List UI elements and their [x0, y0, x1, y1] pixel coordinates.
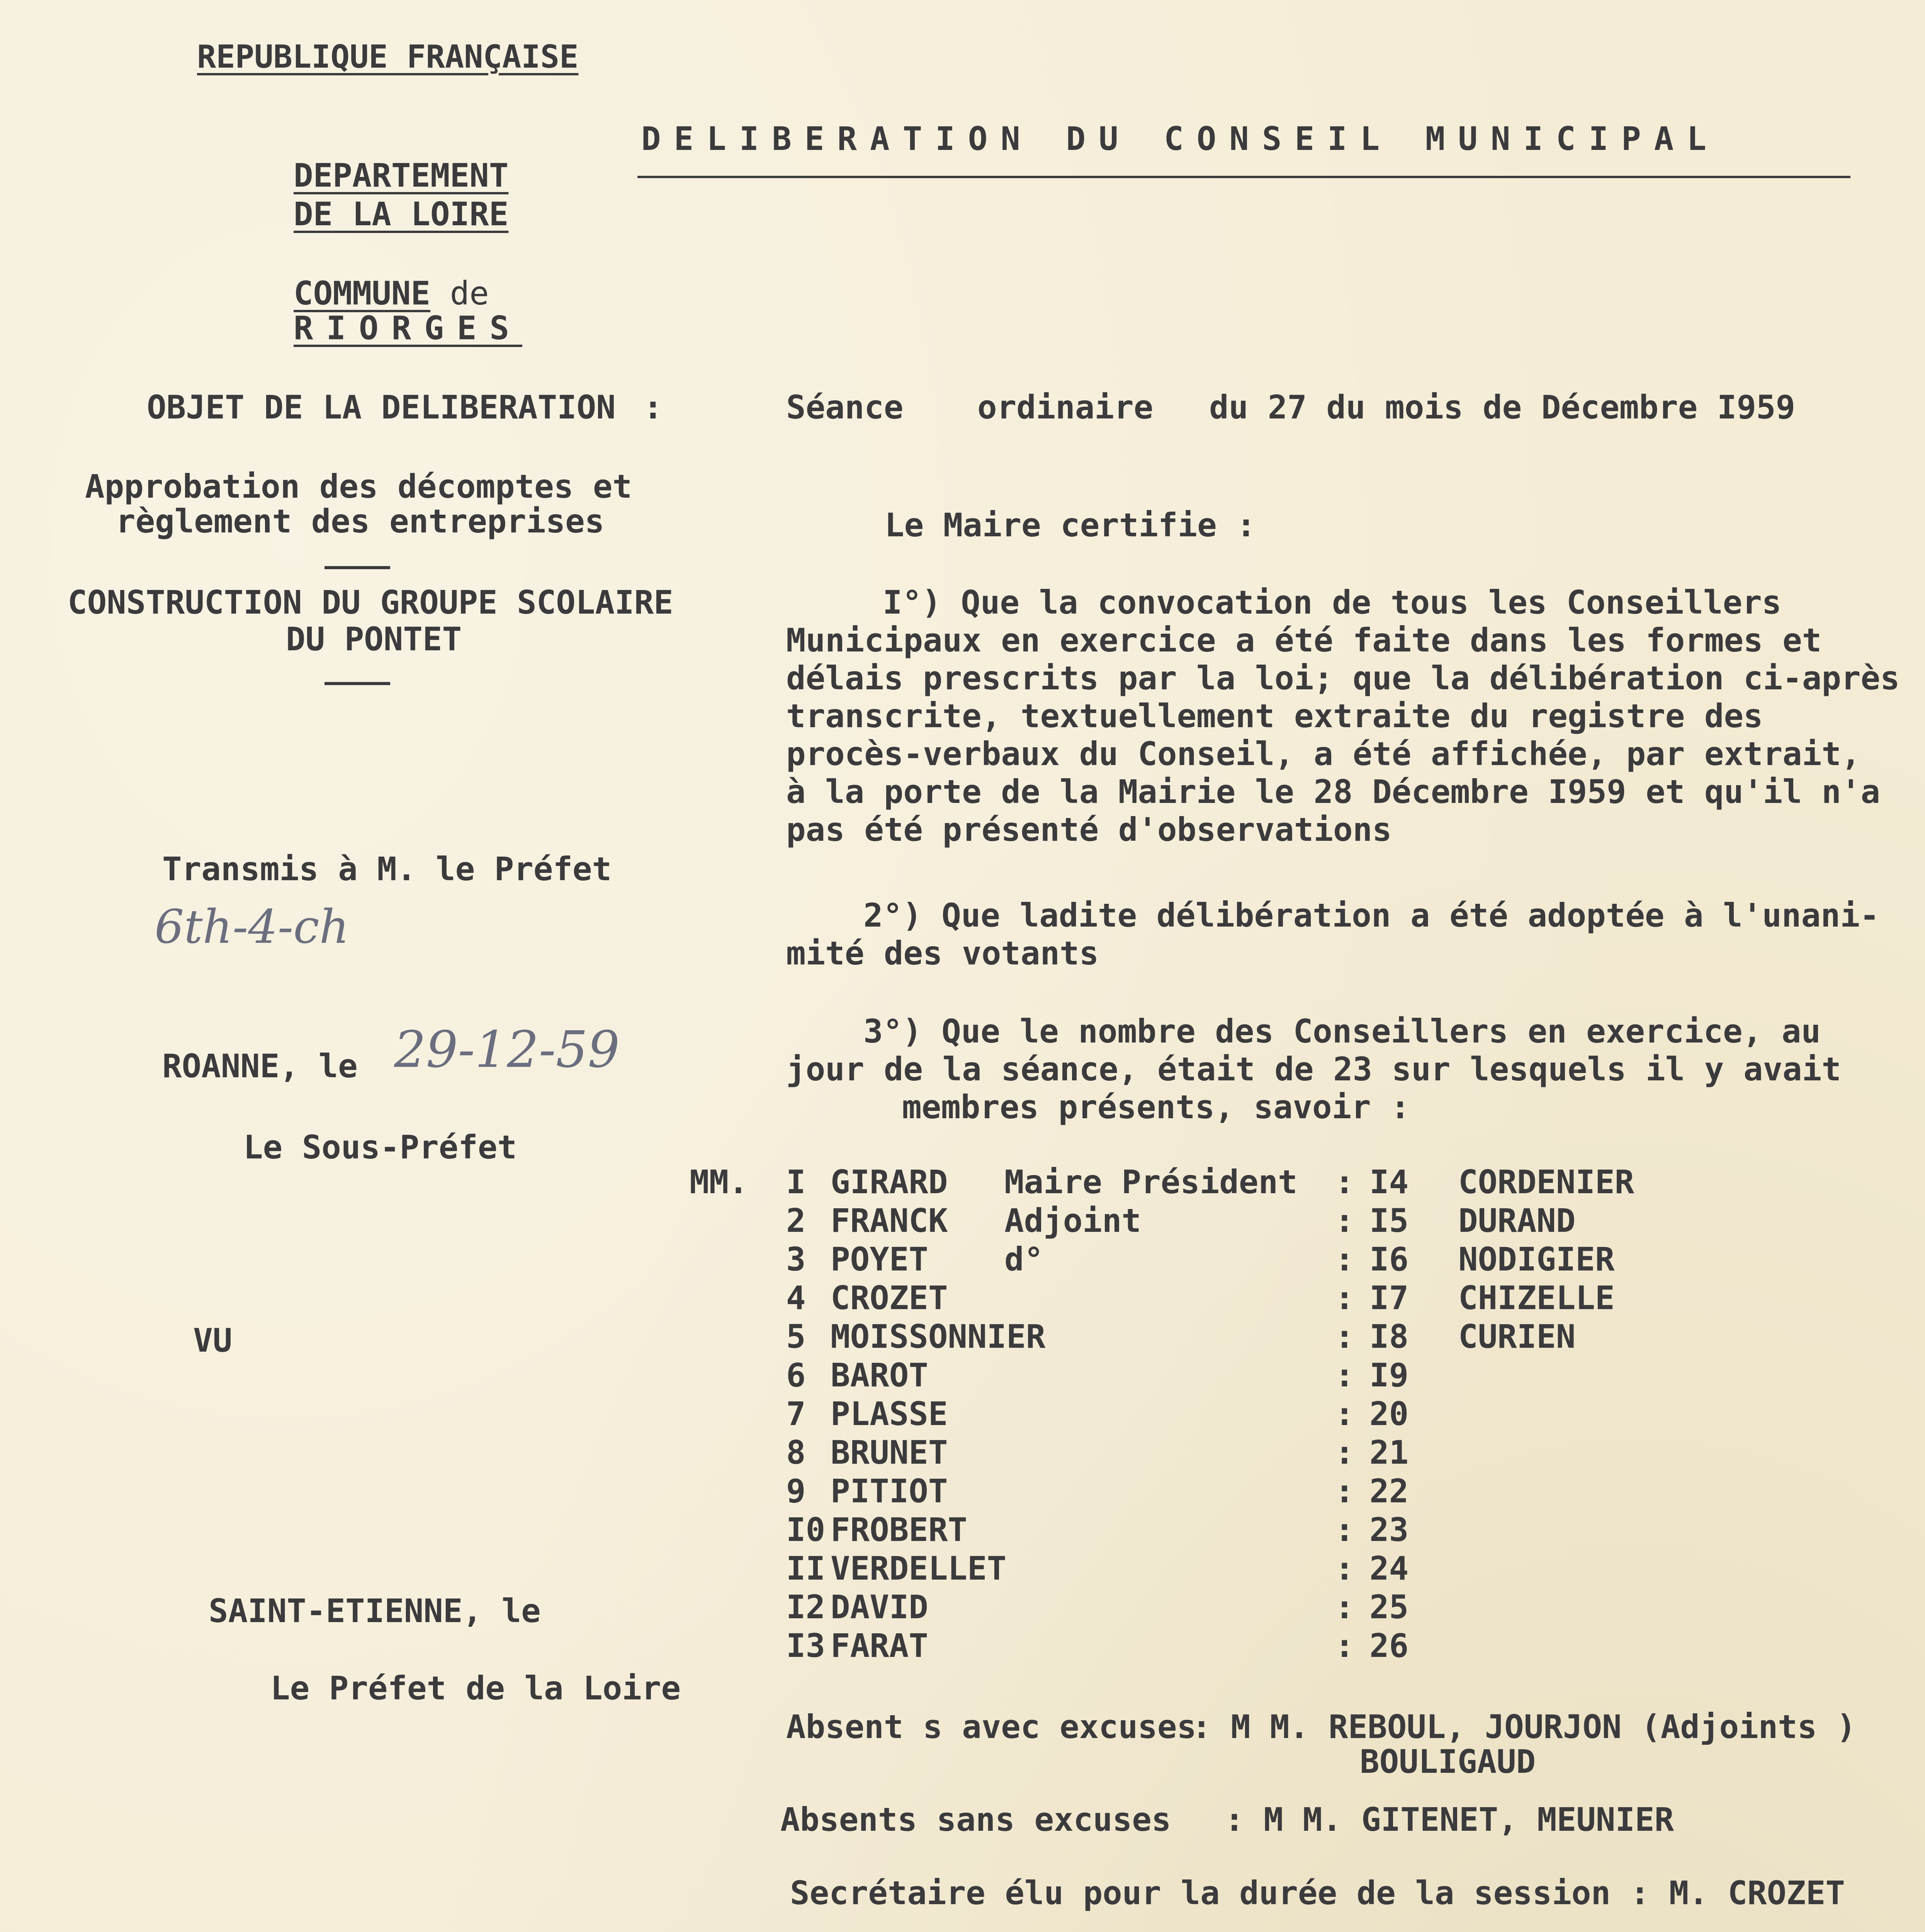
member-number: I9	[1369, 1356, 1409, 1394]
text-line: Municipaux en exercice a été faite dans les formes et	[786, 621, 1822, 659]
seance-date: du 27 du mois de Décembre I959	[1209, 388, 1796, 426]
member-name: PLASSE	[831, 1395, 948, 1433]
member-name: GIRARD	[831, 1163, 948, 1201]
roster-row	[786, 1588, 1791, 1627]
republic-heading: REPUBLIQUE FRANÇAISE	[197, 39, 579, 75]
member-name: CHIZELLE	[1458, 1279, 1615, 1317]
member-name: CURIEN	[1458, 1318, 1576, 1355]
sous-prefet-label: Le Sous-Préfet	[243, 1128, 517, 1166]
roster-row	[786, 1202, 1791, 1240]
absents-unexcused-names: : M M. GITENET, MEUNIER	[1225, 1801, 1674, 1838]
member-number: 7	[786, 1395, 806, 1433]
roster-separator: :	[1335, 1588, 1354, 1626]
commune-label-group	[294, 274, 489, 312]
roster-row	[786, 1240, 1791, 1279]
certifie-intro: Le Maire certifie :	[885, 506, 1256, 544]
member-name: CROZET	[831, 1279, 948, 1317]
text-line: membres présents, savoir :	[902, 1088, 1410, 1126]
member-number: 4	[786, 1279, 806, 1317]
object-label: OBJET DE LA DELIBERATION	[147, 388, 616, 426]
text-line: 3°) Que le nombre des Conseillers en exercice, au	[863, 1012, 1821, 1050]
member-number: I8	[1369, 1318, 1409, 1355]
absents-unexcused-label: Absents sans excuses	[780, 1801, 1171, 1838]
member-name: POYET	[831, 1240, 928, 1278]
document-title: DELIBERATION DU CONSEIL MUNICIPAL	[641, 120, 1719, 158]
member-name: DAVID	[831, 1588, 928, 1626]
roster-separator: :	[1335, 1163, 1354, 1201]
member-name: DURAND	[1458, 1202, 1576, 1240]
department-line2: DE LA LOIRE	[294, 195, 509, 233]
member-number: 20	[1369, 1395, 1409, 1433]
object-line2: règlement des entreprises	[116, 502, 605, 540]
seance-type: ordinaire	[977, 388, 1154, 426]
transmis-handwritten-note: 6th-4-ch	[155, 900, 349, 954]
text-line: procès-verbaux du Conseil, a été affichée, par extrait,	[786, 735, 1861, 773]
certifie-paragraph-2	[786, 896, 1879, 972]
text-line: délais prescrits par la loi; que la délibération ci-après	[786, 659, 1900, 697]
member-name: FRANCK	[831, 1202, 948, 1240]
member-role: d°	[1004, 1240, 1044, 1278]
roster-separator: :	[1335, 1627, 1354, 1665]
absents-excused-label: Absent s avec excuses	[786, 1708, 1197, 1746]
member-number: I4	[1369, 1163, 1409, 1201]
member-number: II	[786, 1549, 826, 1587]
object-colon: :	[643, 388, 663, 426]
roster-row	[786, 1472, 1791, 1511]
member-number: I5	[1369, 1202, 1409, 1240]
seance-label: Séance	[786, 388, 904, 426]
construction-line2: DU PONTET	[286, 620, 462, 658]
text-line: jour de la séance, était de 23 sur lesquels il y avait	[786, 1050, 1841, 1088]
certifie-paragraph-3	[786, 1012, 1841, 1126]
transmis-text: Transmis à M. le Préfet	[162, 850, 612, 888]
roster-separator: :	[1335, 1240, 1354, 1278]
member-name: PITIOT	[831, 1472, 948, 1510]
roster-row	[786, 1356, 1791, 1395]
roster-row	[786, 1511, 1791, 1549]
member-number: 6	[786, 1356, 806, 1394]
text-line: transcrite, textuellement extraite du registre des	[786, 697, 1763, 735]
member-number: I	[786, 1163, 806, 1201]
title-rule	[637, 176, 1850, 178]
member-number: 21	[1369, 1434, 1409, 1471]
roster-separator: :	[1335, 1434, 1354, 1471]
roanne-label: ROANNE, le	[162, 1047, 358, 1085]
member-name: MOISSONNIER	[831, 1318, 1046, 1355]
roster-row	[786, 1279, 1791, 1318]
roster-separator: :	[1335, 1279, 1354, 1317]
member-number: 24	[1369, 1549, 1409, 1587]
member-number: 2	[786, 1202, 806, 1240]
commune-de: de	[450, 274, 489, 312]
member-name: CORDENIER	[1458, 1163, 1634, 1201]
member-number: I7	[1369, 1279, 1409, 1317]
text-line: à la porte de la Mairie le 28 Décembre I959 et qu'il n'a	[786, 773, 1881, 811]
text-line: mité des votants	[786, 934, 1099, 972]
absents-excused-names: : M M. REBOUL, JOURJON (Adjoints )	[1192, 1708, 1856, 1746]
secretary-line: Secrétaire élu pour la durée de la session : M. CROZET	[790, 1874, 1845, 1912]
text-line: pas été présenté d'observations	[786, 811, 1392, 849]
member-number: 5	[786, 1318, 806, 1355]
member-number: 8	[786, 1434, 806, 1471]
member-name: VERDELLET	[831, 1549, 1007, 1587]
text-line: I°) Que la convocation de tous les Conseillers	[883, 583, 1782, 621]
roster-separator: :	[1335, 1356, 1354, 1394]
member-role: Maire Président	[1004, 1163, 1298, 1201]
certifie-paragraph-1	[786, 583, 1900, 849]
roster-separator: :	[1335, 1395, 1354, 1433]
prefet-label: Le Préfet de la Loire	[270, 1669, 681, 1707]
absents-excused-names-2: BOULIGAUD	[1360, 1743, 1536, 1781]
member-number: I3	[786, 1627, 826, 1665]
roster-row	[786, 1549, 1791, 1588]
saint-etienne-label: SAINT-ETIENNE, le	[209, 1592, 541, 1630]
member-name: NODIGIER	[1458, 1240, 1615, 1278]
vu-label: VU	[193, 1321, 233, 1359]
member-number: I0	[786, 1511, 826, 1549]
roster-row	[786, 1318, 1791, 1356]
construction-line1: CONSTRUCTION DU GROUPE SCOLAIRE	[68, 583, 673, 621]
member-number: I6	[1369, 1240, 1409, 1278]
member-number: 3	[786, 1240, 806, 1278]
member-name: FARAT	[831, 1627, 928, 1665]
member-name: FROBERT	[831, 1511, 968, 1549]
roster-row	[786, 1627, 1791, 1665]
roster-row	[786, 1395, 1791, 1434]
commune-label: COMMUNE	[294, 274, 431, 312]
separator-dash	[325, 682, 390, 685]
member-number: 23	[1369, 1511, 1409, 1549]
commune-name: RIORGES	[294, 309, 523, 347]
member-number: 26	[1369, 1627, 1409, 1665]
member-number: 25	[1369, 1588, 1409, 1626]
roster-prefix: MM.	[690, 1163, 748, 1201]
member-number: 9	[786, 1472, 806, 1510]
department-line1: DEPARTEMENT	[294, 156, 509, 194]
roster-separator: :	[1335, 1472, 1354, 1510]
member-name: BRUNET	[831, 1434, 948, 1471]
member-number: 22	[1369, 1472, 1409, 1510]
member-number: I2	[786, 1588, 826, 1626]
roanne-handwritten-date: 29-12-59	[394, 1020, 620, 1079]
attendance-roster	[786, 1163, 1791, 1673]
object-line1: Approbation des décomptes et	[85, 468, 632, 505]
roster-row	[786, 1434, 1791, 1472]
roster-separator: :	[1335, 1549, 1354, 1587]
roster-row	[786, 1163, 1791, 1202]
roster-separator: :	[1335, 1318, 1354, 1355]
member-name: BAROT	[831, 1356, 928, 1394]
roster-separator: :	[1335, 1511, 1354, 1549]
member-role: Adjoint	[1004, 1202, 1142, 1240]
separator-dash	[325, 566, 390, 569]
roster-separator: :	[1335, 1202, 1354, 1240]
text-line: 2°) Que ladite délibération a été adoptée à l'unani-	[863, 896, 1879, 934]
